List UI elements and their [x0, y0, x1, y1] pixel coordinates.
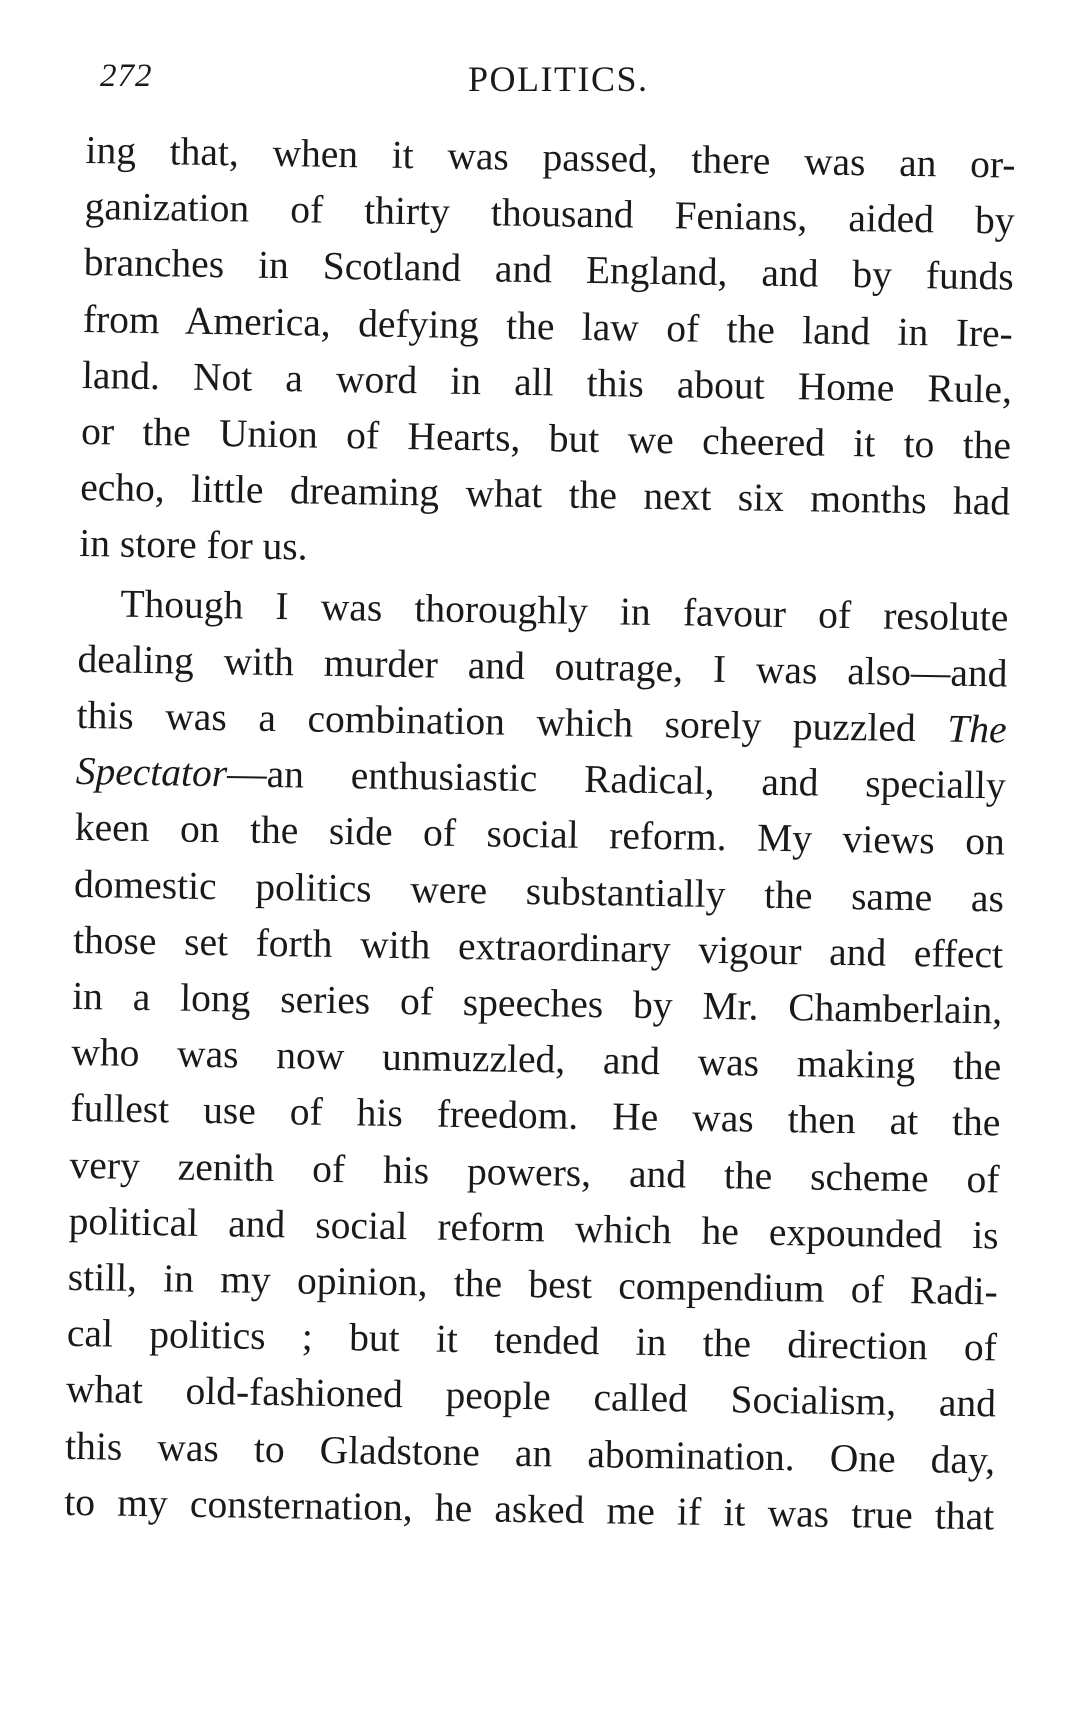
text-line: what old-fashioned people called Socialism, and [65, 1367, 997, 1426]
text-line: branches in Scotland and England, and by funds [83, 240, 1015, 299]
text-line: still, in my opinion, the best compendium of Radi- [67, 1254, 999, 1314]
text-line: or the Union of Hearts, but we cheered it to the [80, 408, 1012, 468]
text-line: very zenith of his powers, and the scheme of [69, 1142, 1000, 1202]
text-line: keen on the side of social reform. My views on [74, 805, 1006, 864]
italic-title: Spectator [75, 749, 228, 796]
text-line: those set forth with extraordinary vigour and effect [72, 917, 1004, 977]
text-line: land. Not a word in all this about Home Rule, [81, 352, 1013, 412]
text-line: political and social reform which he expounded is [68, 1198, 999, 1258]
text-line: this was to Gladstone an abomination. One day, [64, 1423, 996, 1483]
text-line: from America, defying the law of the land in Ire- [82, 296, 1014, 356]
text-line: Though I was thoroughly in favour of resolute [120, 581, 1009, 640]
page-header [0, 58, 1080, 108]
text-line: ing that, when it was passed, there was an or- [85, 127, 1016, 187]
italic-title: The [946, 706, 1007, 752]
text-line: dealing with murder and outrage, I was also—and [77, 636, 1008, 696]
text-fragment: —an enthusiastic Radical, and specially [226, 751, 1007, 808]
page-number: 272 [100, 58, 153, 94]
running-head: POLITICS. [468, 59, 649, 99]
text-line: in a long series of speeches by Mr. Chamberlain, [71, 973, 1003, 1033]
text-line: in store for us. [79, 521, 308, 569]
body-text [64, 122, 1016, 1545]
text-line: echo, little dreaming what the next six months had [79, 465, 1011, 524]
text-line: to my consternation, he asked me if it was true that [63, 1479, 995, 1539]
text-line: domestic politics were substantially the same as [73, 861, 1005, 921]
paragraph-1 [79, 122, 1016, 586]
text-line: who was now unmuzzled, and was making the [71, 1030, 1002, 1089]
text-line: ganization of thirty thousand Fenians, aided by [84, 184, 1015, 243]
paragraph-2 [64, 575, 1009, 1545]
text-fragment: this was a combination which sorely puzzled [76, 692, 917, 751]
text-line: fullest use of his freedom. He was then at the [70, 1086, 1001, 1145]
text-line: cal politics ; but it tended in the direction of [66, 1311, 998, 1370]
